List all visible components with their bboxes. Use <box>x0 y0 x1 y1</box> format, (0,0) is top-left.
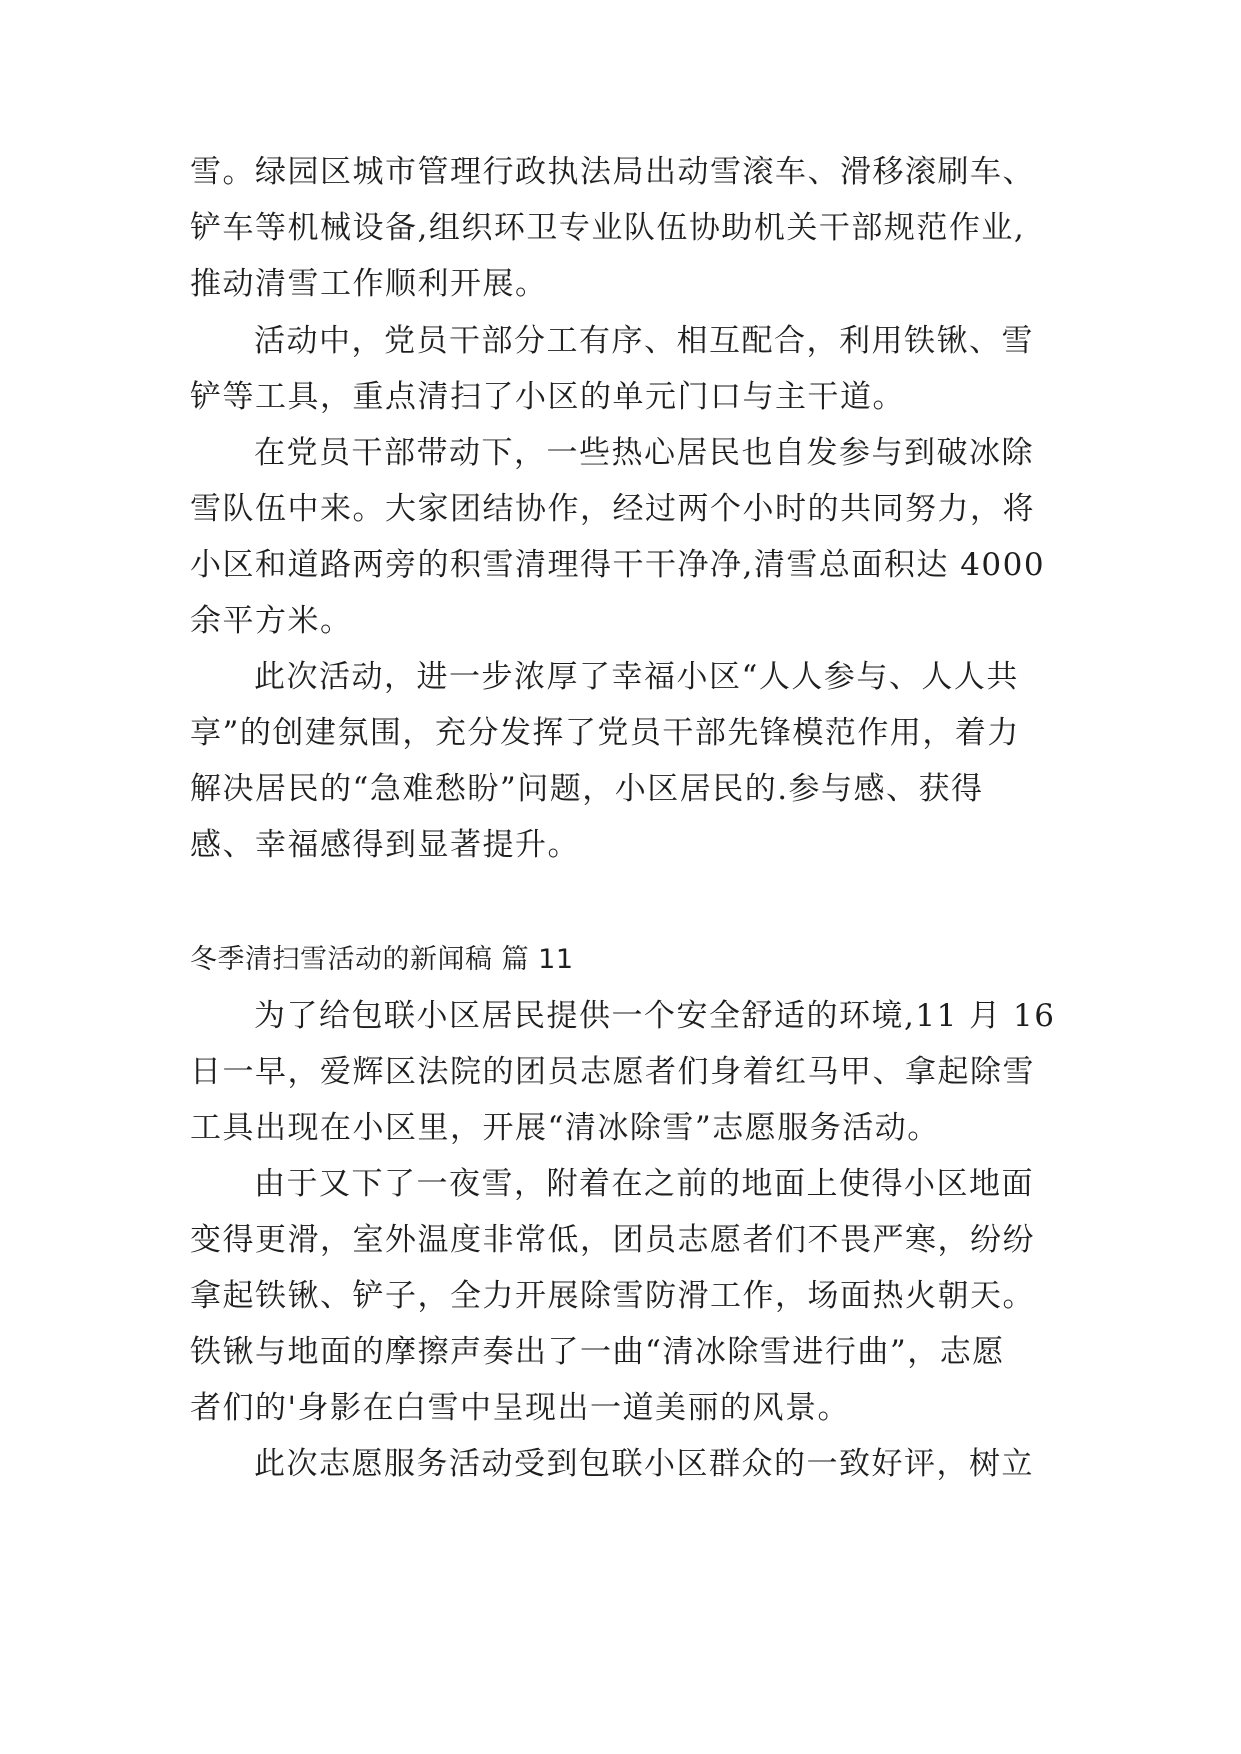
paragraph-line: 解决居民的“急难愁盼”问题，小区居民的.参与感、获得 <box>190 771 984 807</box>
paragraph-line: 者们的'身影在白雪中呈现出一道美丽的风景。 <box>190 1390 851 1426</box>
paragraph-line: 雪队伍中来。大家团结协作，经过两个小时的共同努力，将 <box>190 491 1035 527</box>
paragraph-line: 雪。绿园区城市管理行政执法局出动雪滚车、滑移滚刷车、 <box>190 154 1035 190</box>
paragraph-line: 工具出现在小区里，开展“清冰除雪”志愿服务活动。 <box>190 1110 940 1146</box>
paragraph-line: 铲车等机械设备,组织环卫专业队伍协助机关干部规范作业, <box>190 210 1026 246</box>
paragraph-line: 小区和道路两旁的积雪清理得干干净净,清雪总面积达 4000 <box>190 547 1046 583</box>
paragraph-line: 此次活动，进一步浓厚了幸福小区“人人参与、人人共 <box>254 659 1019 695</box>
paragraph-line: 推动清雪工作顺利开展。 <box>190 266 548 302</box>
paragraph-line: 为了给包联小区居民提供一个安全舒适的环境,11 月 16 <box>254 998 1056 1034</box>
paragraph-line: 享”的创建氛围，充分发挥了党员干部先锋模范作用，着力 <box>190 715 1020 751</box>
paragraph-line: 此次志愿服务活动受到包联小区群众的一致好评，树立 <box>254 1446 1034 1482</box>
paragraph-line: 变得更滑，室外温度非常低，团员志愿者们不畏严寒，纷纷 <box>190 1222 1035 1258</box>
paragraph-line: 活动中，党员干部分工有序、相互配合，利用铁锹、雪 <box>254 323 1034 359</box>
paragraph-line: 拿起铁锹、铲子，全力开展除雪防滑工作，场面热火朝天。 <box>190 1278 1035 1314</box>
paragraph-line: 铲等工具，重点清扫了小区的单元门口与主干道。 <box>190 379 905 415</box>
section-heading: 冬季清扫雪活动的新闻稿 篇 11 <box>190 944 574 975</box>
paragraph-line: 铁锹与地面的摩擦声奏出了一曲“清冰除雪进行曲”，志愿 <box>190 1334 1005 1370</box>
paragraph-line: 由于又下了一夜雪，附着在之前的地面上使得小区地面 <box>254 1166 1034 1202</box>
paragraph-line: 余平方米。 <box>190 603 353 639</box>
paragraph-line: 在党员干部带动下，一些热心居民也自发参与到破冰除 <box>254 435 1034 471</box>
paragraph-line: 日一早，爱辉区法院的团员志愿者们身着红马甲、拿起除雪 <box>190 1054 1035 1090</box>
paragraph-line: 感、幸福感得到显著提升。 <box>190 827 580 863</box>
